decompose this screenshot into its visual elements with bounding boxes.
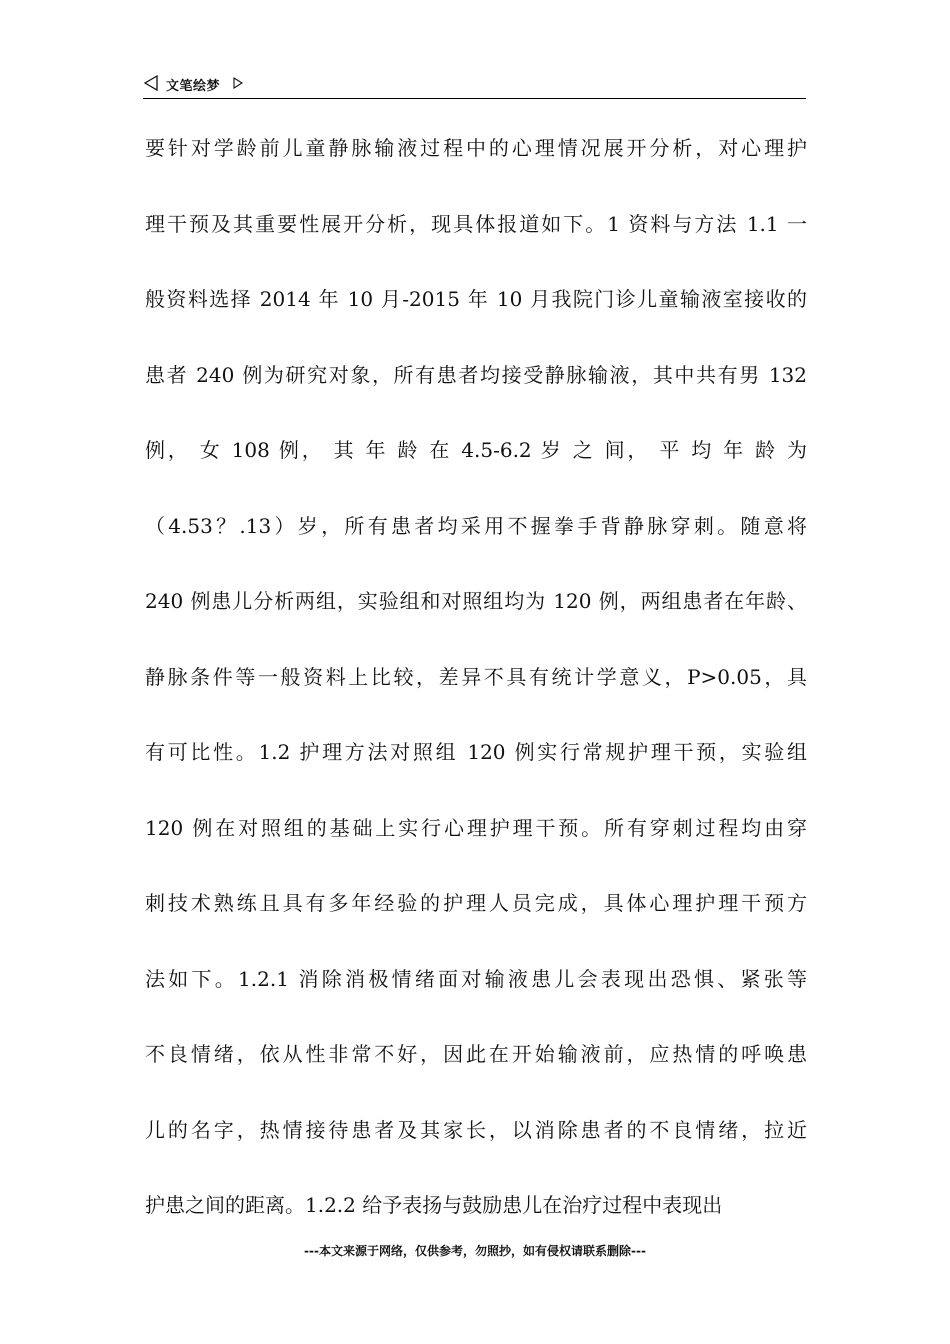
- text-line: 患者 240 例为研究对象，所有患者均接受静脉输液，其中共有男 132: [145, 362, 807, 387]
- article-body: [145, 128, 807, 1261]
- footer-notice: ---本文来源于网络，仅供参考，勿照抄，如有侵权请联系删除---: [304, 1244, 646, 1258]
- brand-title: 文笔绘梦: [166, 79, 221, 94]
- text-line: 法如下。1.2.1 消除消极情绪面对输液患儿会表现出恐惧、紧张等: [145, 966, 807, 991]
- triangle-right-icon: [233, 77, 243, 89]
- text-line: 240 例患儿分析两组，实验组和对照组均为 120 例，两组患者在年龄、: [145, 589, 807, 613]
- text-line: 刺技术熟练且具有多年经验的护理人员完成，具体心理护理干预方: [145, 891, 807, 915]
- text-line: 不良情绪，依从性非常不好，因此在开始输液前，应热情的呼唤患: [145, 1042, 807, 1066]
- text-line: 般资料选择 2014 年 10 月-2015 年 10 月我院门诊儿童输液室接收的: [145, 287, 807, 311]
- page-header: [143, 72, 806, 99]
- text-line: 要针对学龄前儿童静脉输液过程中的心理情况展开分析，对心理护: [145, 136, 807, 160]
- text-line: 儿的名字，热情接待患者及其家长，以消除患者的不良情绪，拉近: [145, 1117, 807, 1142]
- text-line: 静脉条件等一般资料上比较，差异不具有统计学意义，P>0.05，具: [145, 664, 807, 689]
- text-line: （4.53？.13）岁，所有患者均采用不握拳手背静脉穿刺。随意将: [145, 513, 807, 538]
- text-line: 护患之间的距离。1.2.2 给予表扬与鼓励患儿在治疗过程中表现出: [145, 1193, 723, 1217]
- text-line: 120 例在对照组的基础上实行心理护理干预。所有穿刺过程均由穿: [145, 815, 807, 840]
- text-line: 理干预及其重要性展开分析，现具体报道如下。1 资料与方法 1.1 一: [145, 211, 807, 236]
- triangle-left-icon: [144, 75, 158, 91]
- text-line: 例， 女 108 例， 其 年 龄 在 4.5-6.2 岁 之 间， 平 均 年 龄 为: [145, 438, 807, 462]
- text-line: 有可比性。1.2 护理方法对照组 120 例实行常规护理干预，实验组: [145, 740, 807, 764]
